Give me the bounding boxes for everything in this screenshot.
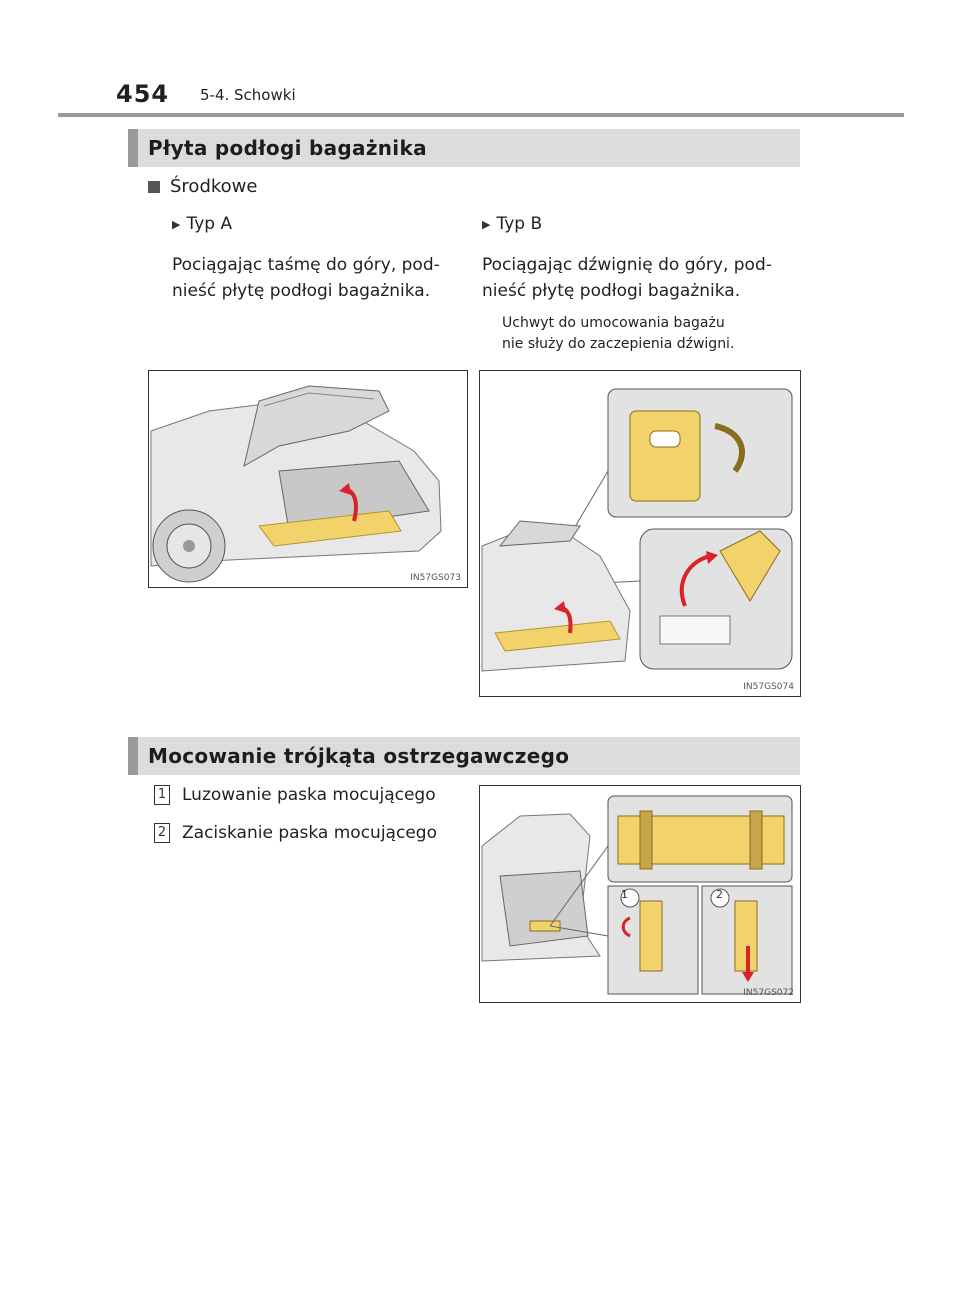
subheading-center [148, 176, 257, 197]
section-label: 5-4. Schowki [200, 86, 296, 104]
figure-b-code: IN57GS074 [743, 682, 794, 692]
figure-type-b [479, 370, 801, 697]
type-b-text-line1: Pociągając dźwignię do góry, pod- [482, 255, 772, 275]
figure-type-a [148, 370, 468, 588]
type-a-text-line2: nieść płytę podłogi bagażnika. [172, 281, 431, 301]
section-heading-warning-triangle: Mocowanie trójkąta ostrzegawczego [128, 737, 800, 775]
type-b-label [482, 214, 542, 234]
type-a-label [172, 214, 232, 234]
figure-warning-triangle [479, 785, 801, 1003]
type-a-text-line1: Pociągając taśmę do góry, pod- [172, 255, 440, 275]
type-b-label-text: Typ B [496, 214, 543, 234]
callout-2: 2 [716, 888, 723, 901]
triangle-bullet-icon: ▶ [482, 217, 491, 231]
type-a-label-text: Typ A [186, 214, 233, 234]
section-heading-floor-board: Płyta podłogi bagażnika [128, 129, 800, 167]
type-b-note-line1: Uchwyt do umocowania bagażu [502, 315, 725, 331]
car-trunk-illustration-a [149, 371, 466, 586]
square-bullet-icon [148, 181, 160, 193]
type-b-text-line2: nieść płytę podłogi bagażnika. [482, 281, 741, 301]
type-b-text [482, 252, 812, 304]
list-item [154, 823, 437, 843]
warning-triangle-illustration [480, 786, 799, 1001]
triangle-bullet-icon: ▶ [172, 217, 181, 231]
list-item [154, 785, 436, 805]
type-b-note [502, 313, 802, 355]
subheading-text: Środkowe [170, 176, 258, 197]
page-number: 454 [116, 80, 170, 108]
list-item-text: Luzowanie paska mocującego [182, 785, 436, 805]
type-b-note-line2: nie służy do zaczepienia dźwigni. [502, 336, 735, 352]
header-rule [58, 113, 904, 117]
type-a-text [172, 252, 472, 304]
number-box-1: 1 [154, 785, 170, 805]
figure-a-code: IN57GS073 [410, 573, 461, 583]
number-box-2: 2 [154, 823, 170, 843]
callout-1: 1 [621, 888, 628, 901]
car-trunk-illustration-b [480, 371, 799, 695]
list-item-text: Zaciskanie paska mocującego [182, 823, 437, 843]
figure-code: IN57GS072 [743, 988, 794, 998]
